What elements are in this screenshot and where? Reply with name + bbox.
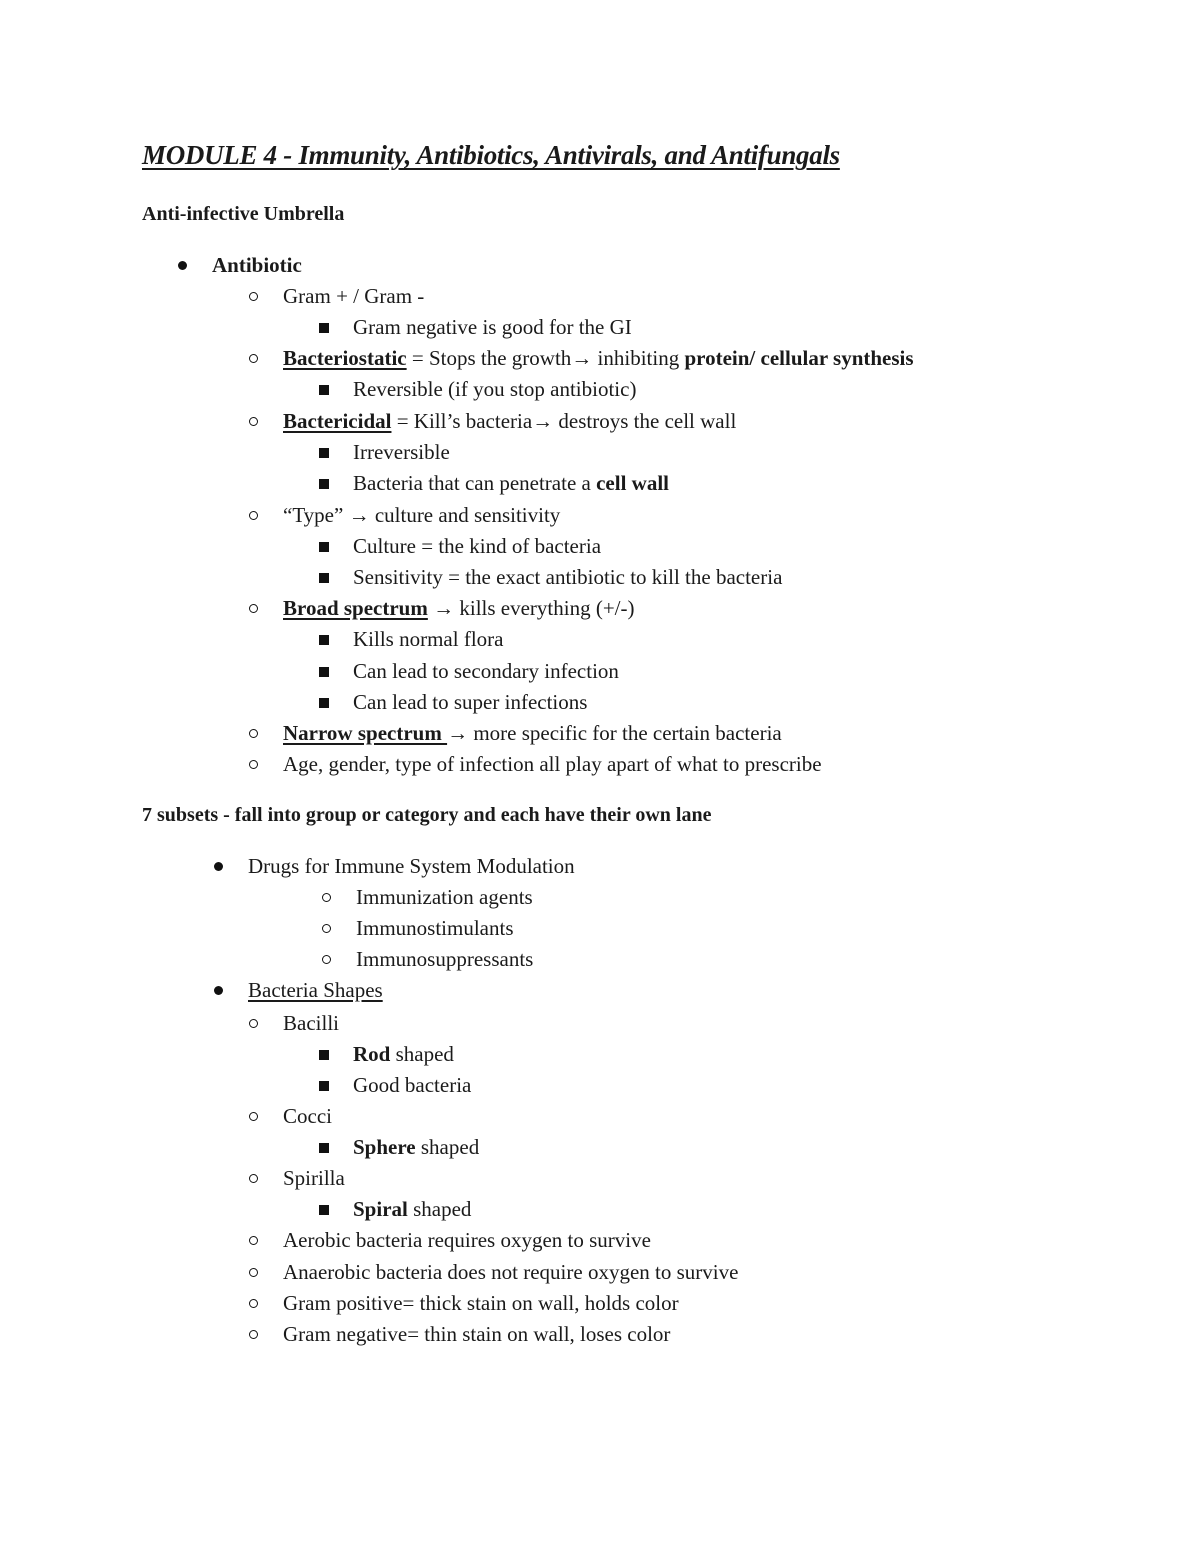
- circle-bullet-icon: [249, 760, 258, 769]
- emphasis: protein/ cellular synthesis: [684, 346, 914, 370]
- circle-bullet-icon: [249, 511, 258, 520]
- item-text: Bacteria that can penetrate a: [353, 471, 597, 495]
- circle-bullet-icon: [322, 955, 331, 964]
- circle-bullet-icon: [249, 1112, 258, 1121]
- item-text: Good bacteria: [353, 1073, 472, 1097]
- square-bullet-icon: [319, 698, 329, 708]
- emphasis: cell wall: [596, 471, 670, 495]
- square-bullet-icon: [319, 448, 329, 458]
- square-bullet-icon: [319, 573, 329, 583]
- square-bullet-icon: [319, 1081, 329, 1091]
- item-text: shaped: [390, 1042, 454, 1066]
- item-text: Drugs for Immune System Modulation: [248, 854, 575, 878]
- circle-bullet-icon: [249, 1174, 258, 1183]
- square-bullet-icon: [319, 667, 329, 677]
- emphasis: Spiral: [353, 1197, 408, 1221]
- item-text: Reversible (if you stop antibiotic): [353, 377, 637, 401]
- circle-bullet-icon: [249, 354, 258, 363]
- item-text: Irreversible: [353, 440, 450, 464]
- item-text: Gram negative= thin stain on wall, loses color: [283, 1322, 671, 1346]
- term-narrow-spectrum: Narrow spectrum: [283, 721, 448, 745]
- circle-bullet-icon: [249, 292, 258, 301]
- circle-bullet-icon: [249, 1019, 258, 1028]
- circle-bullet-icon: [249, 1268, 258, 1277]
- term-bacteriostatic: Bacteriostatic: [283, 346, 407, 370]
- item-text: Immunostimulants: [356, 916, 514, 940]
- bullet-icon: [214, 986, 223, 995]
- item-text: Can lead to secondary infection: [353, 659, 619, 683]
- item-text: shaped: [407, 1197, 472, 1221]
- item-text: Kills normal flora: [353, 627, 504, 651]
- item-text: Aerobic bacteria requires oxygen to survive: [283, 1228, 651, 1252]
- definition: → more specific for the certain bacteria: [447, 721, 782, 745]
- square-bullet-icon: [319, 1050, 329, 1060]
- item-text: Anaerobic bacteria does not require oxygen to survive: [283, 1260, 739, 1284]
- section-heading-anti-infective: Anti-infective Umbrella: [142, 203, 345, 225]
- square-bullet-icon: [319, 635, 329, 645]
- item-text: Can lead to super infections: [353, 690, 588, 714]
- item-text: Sensitivity = the exact antibiotic to kill the bacteria: [353, 565, 783, 589]
- definition: = Stops the growth→ inhibiting: [406, 346, 685, 370]
- item-text: Immunization agents: [356, 885, 533, 909]
- term-broad-spectrum: Broad spectrum: [283, 596, 428, 620]
- circle-bullet-icon: [249, 604, 258, 613]
- item-text: Immunosuppressants: [356, 947, 534, 971]
- item-text: Cocci: [283, 1104, 332, 1128]
- circle-bullet-icon: [249, 1299, 258, 1308]
- circle-bullet-icon: [322, 893, 331, 902]
- emphasis: Rod: [353, 1042, 391, 1066]
- circle-bullet-icon: [249, 1330, 258, 1339]
- square-bullet-icon: [319, 1205, 329, 1215]
- bullet-icon: [214, 862, 223, 871]
- square-bullet-icon: [319, 1143, 329, 1153]
- item-text: Culture = the kind of bacteria: [353, 534, 602, 558]
- definition: = Kill’s bacteria→ destroys the cell wall: [391, 409, 737, 433]
- definition: → kills everything (+/-): [427, 596, 635, 620]
- emphasis: Sphere: [353, 1135, 416, 1159]
- page-title: MODULE 4 - Immunity, Antibiotics, Antivirals, and Antifungals: [142, 140, 840, 170]
- item-text: Gram + / Gram -: [283, 284, 425, 308]
- circle-bullet-icon: [322, 924, 331, 933]
- circle-bullet-icon: [249, 729, 258, 738]
- item-text: Bacilli: [283, 1011, 339, 1035]
- bullet-icon: [178, 261, 187, 270]
- square-bullet-icon: [319, 323, 329, 333]
- term-bactericidal: Bactericidal: [283, 409, 392, 433]
- item-label: Bacteria Shapes: [248, 978, 383, 1002]
- section-heading-subsets: 7 subsets - fall into group or category and each have their own lane: [142, 804, 712, 826]
- circle-bullet-icon: [249, 1236, 258, 1245]
- item-text: “Type” → culture and sensitivity: [283, 503, 561, 527]
- item-text: Age, gender, type of infection all play apart of what to prescribe: [283, 752, 822, 776]
- square-bullet-icon: [319, 479, 329, 489]
- item-text: Gram positive= thick stain on wall, holds color: [283, 1291, 679, 1315]
- item-text: Gram negative is good for the GI: [353, 315, 632, 339]
- square-bullet-icon: [319, 542, 329, 552]
- item-text: Spirilla: [283, 1166, 345, 1190]
- item-text: shaped: [415, 1135, 480, 1159]
- square-bullet-icon: [319, 385, 329, 395]
- circle-bullet-icon: [249, 417, 258, 426]
- item-label: Antibiotic: [212, 253, 302, 277]
